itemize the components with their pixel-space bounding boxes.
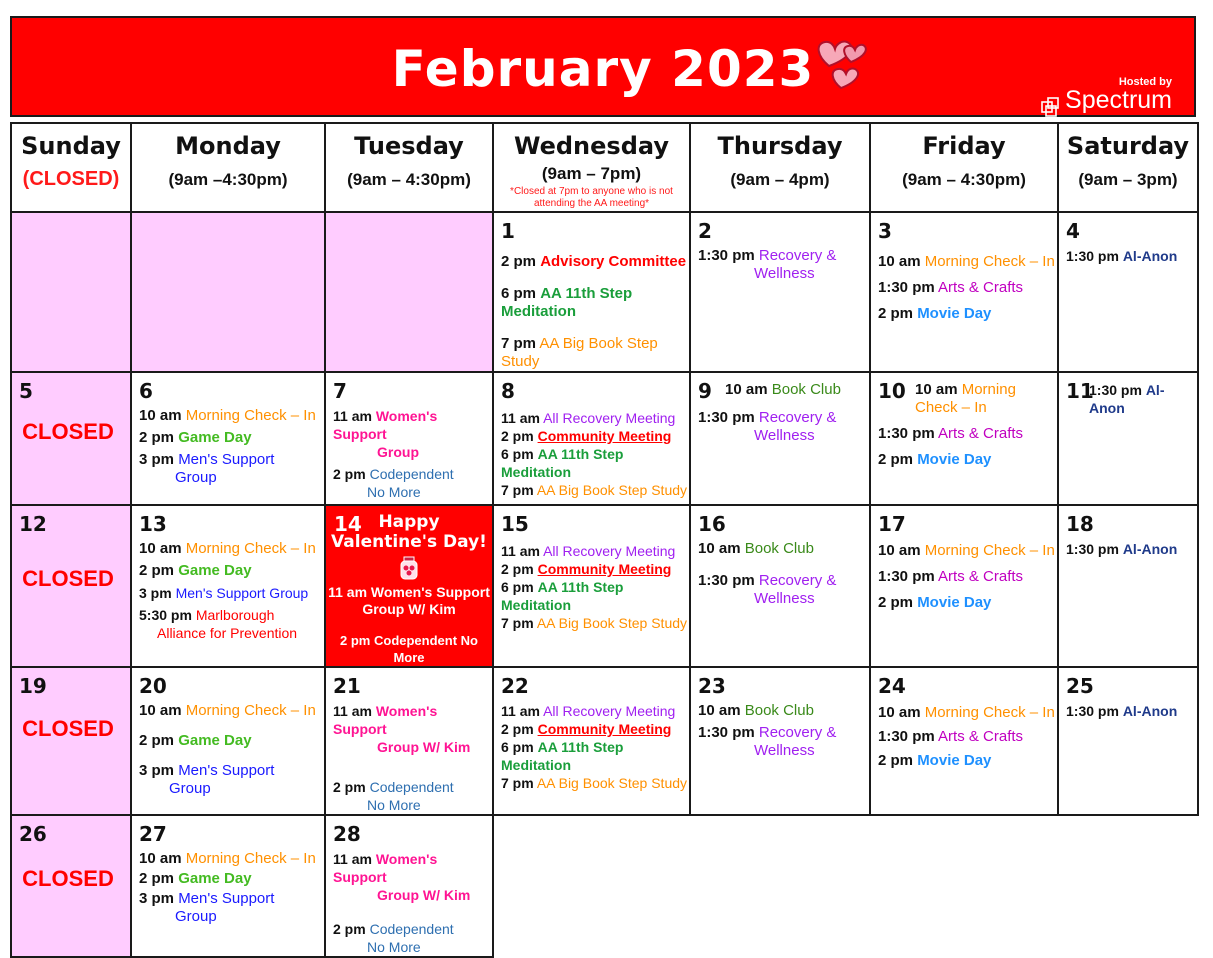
day-cell [1058,372,1198,505]
day-cell [11,667,131,815]
event: 2 pm Community Meeting [501,721,672,737]
event: 2 pm Game Day [139,429,252,446]
day-cell [493,372,690,505]
event: 2 pm Movie Day [878,594,992,611]
day-hours: (9am – 4:30pm) [902,170,1026,189]
event: 2 pm Codependent No More [333,779,454,813]
heart-icon [807,36,877,96]
day-cell [690,372,870,505]
holiday-heading: Happy [378,512,440,532]
event: 10 am Morning Check – In [139,850,316,867]
day-cell [325,372,493,505]
day-cell [493,505,690,667]
week-row [11,372,1198,505]
event: 10 am Morning Check – In [139,540,316,557]
event: 6 pm AA 11th Step Meditation [501,739,624,773]
day-number: 27 [139,822,167,846]
day-cell [11,505,131,667]
day-number: 21 [333,674,361,698]
day-number: 9 [698,379,712,403]
event: 5:30 pm Marlborough Alliance for Prevention [139,607,298,641]
day-hours: (9am – 4:30pm) [347,170,471,189]
event: 1:30 pm Recovery & Wellness [698,247,837,282]
host-name: Spectrum [1065,86,1172,114]
header-friday [870,123,1058,212]
event: 10 am Morning Check – In [139,702,316,719]
day-cell [870,667,1058,815]
event: 2 pm Community Meeting [501,561,672,577]
day-number: 24 [878,674,906,698]
event: 1:30 pm Recovery & Wellness [698,572,837,607]
event: 2 pm Codependent No More [333,921,454,955]
event: 3 pm Men's Support Group [139,585,309,601]
candy-jar-icon [398,556,420,580]
day-cell [1058,667,1198,815]
day-number: 19 [19,674,47,698]
day-cell [11,815,131,957]
event: 2 pm Movie Day [878,752,992,769]
event: 2 pm Codependent No More [333,466,454,500]
event: 2 pm Movie Day [878,305,992,322]
event: 10 am Book Club [698,702,814,719]
header-sunday [11,123,131,212]
event: 1:30 pm Recovery & Wellness [698,724,837,759]
weekday-header-row [11,123,1198,212]
day-number: 10 [878,379,906,403]
day-cell [870,505,1058,667]
event: 2 pm Game Day [139,732,252,749]
day-number: 8 [501,379,515,403]
day-cell [870,212,1058,372]
day-cell [690,667,870,815]
event: 11 am All Recovery Meeting [501,543,676,559]
header-wednesday [493,123,690,212]
spectrum-logo-icon [1040,96,1062,118]
closing-note: *Closed at 7pm to anyone who is not attending the AA meeting* [510,186,673,209]
day-number: 11 [1066,379,1094,403]
event: 10 am Book Club [698,540,814,557]
day-cell [493,667,690,815]
day-name: Monday [175,132,281,160]
day-cell [131,667,325,815]
event: 2 pm Advisory Committee [501,253,687,270]
closed-label: CLOSED [22,566,114,591]
day-name: Thursday [717,132,843,160]
event: 10 am Morning Check – In [878,542,1055,559]
day-cell-empty [131,212,325,372]
event: 11 am All Recovery Meeting [501,703,676,719]
event: 7 pm AA Big Book Step Study [501,615,688,631]
header-tuesday [325,123,493,212]
day-number: 22 [501,674,529,698]
day-cell [11,372,131,505]
day-number: 3 [878,219,892,243]
empty-cell [1058,815,1198,957]
day-cell [690,212,870,372]
event: 6 pm AA 11th Step Meditation [501,285,633,320]
day-number: 15 [501,512,529,536]
event: 3 pm Men's Support Group [139,762,275,797]
event: 6 pm AA 11th Step Meditation [501,446,624,480]
header-saturday [1058,123,1198,212]
header-thursday [690,123,870,212]
week-row [11,212,1198,372]
week-row [11,815,1198,957]
day-number: 25 [1066,674,1094,698]
day-name: Sunday [21,132,121,160]
event: 11 am All Recovery Meeting [501,410,676,426]
event: 7 pm AA Big Book Step Study [501,482,688,498]
day-hours: (CLOSED) [22,168,120,190]
day-cell [1058,505,1198,667]
event: 3 pm Men's Support Group [139,890,275,925]
event: 2 pm Game Day [139,562,252,579]
day-number: 16 [698,512,726,536]
event: 1:30 pm Arts & Crafts [878,279,1024,296]
event: 1:30 pm Al-Anon [1066,703,1178,719]
week-row [11,505,1198,667]
day-name: Friday [922,132,1006,160]
day-cell [325,667,493,815]
event: 1:30 pm Al-Anon [1066,541,1178,557]
event: 1:30 pm Al-Anon [1089,382,1165,416]
day-number: 20 [139,674,167,698]
event: 11 am Women's Support Group W/ Kim [333,851,471,903]
day-name: Tuesday [354,132,464,160]
day-cell [131,815,325,957]
empty-cell [870,815,1058,957]
event: 2 pm Movie Day [878,451,992,468]
event: 7 pm AA Big Book Step Study [501,335,658,370]
day-number: 23 [698,674,726,698]
day-cell-empty [11,212,131,372]
calendar-banner [10,16,1196,117]
day-name: Wednesday [513,132,669,160]
day-hours: (9am – 7pm) [541,164,642,183]
event: 2 pm Codependent No More [340,633,478,665]
day-cell [131,372,325,505]
event: 2 pm Community Meeting [501,428,672,444]
header-monday [131,123,325,212]
calendar-title: February 2023 [391,40,815,98]
event: 1:30 pm Al-Anon [1066,248,1178,264]
event: 1:30 pm Arts & Crafts [878,728,1024,745]
day-number: 18 [1066,512,1094,536]
valentines-day-cell [325,505,493,667]
event: 6 pm AA 11th Step Meditation [501,579,624,613]
calendar-table [10,122,1199,958]
day-number: 7 [333,379,347,403]
event: 10 am Morning Check – In [878,253,1055,270]
event: 7 pm AA Big Book Step Study [501,775,688,791]
event: 10 am Book Club [725,381,841,398]
event: 1:30 pm Arts & Crafts [878,568,1024,585]
week-row [11,667,1198,815]
day-cell-empty [325,212,493,372]
day-hours: (9am –4:30pm) [168,170,288,189]
event: 10 am Morning Check – In [915,381,1016,416]
day-cell [325,815,493,957]
day-number: 2 [698,219,712,243]
closed-label: CLOSED [22,419,114,444]
day-number: 1 [501,219,515,243]
day-number: 13 [139,512,167,536]
day-number: 6 [139,379,153,403]
day-cell [690,505,870,667]
empty-cell [493,815,690,957]
day-cell [870,372,1058,505]
day-cell [131,505,325,667]
day-number: 14 [334,512,362,536]
day-number: 17 [878,512,906,536]
host-credit [1065,76,1172,112]
event: 10 am Morning Check – In [878,704,1055,721]
event: 1:30 pm Arts & Crafts [878,425,1024,442]
day-cell [493,212,690,372]
day-number: 26 [19,822,47,846]
event: 10 am Morning Check – In [139,407,316,424]
day-number: 5 [19,379,33,403]
day-number: 28 [333,822,361,846]
day-cell [1058,212,1198,372]
hosted-by-label: Hosted by [1118,76,1172,88]
day-hours: (9am – 3pm) [1078,170,1178,189]
day-number: 4 [1066,219,1080,243]
event: 11 am Women's Support Group [333,408,438,460]
day-number: 12 [19,512,47,536]
event: 11 am Women's Support Group W/ Kim [333,703,471,755]
event: 2 pm Game Day [139,870,252,887]
holiday-heading: Valentine's Day! [331,532,487,552]
empty-cell [690,815,870,957]
closed-label: CLOSED [22,866,114,891]
day-hours: (9am – 4pm) [730,170,830,189]
event: 3 pm Men's Support Group [139,451,275,486]
closed-label: CLOSED [22,716,114,741]
day-name: Saturday [1066,132,1190,160]
event: 11 am Women's Support Group W/ Kim [328,584,490,617]
event: 1:30 pm Recovery & Wellness [698,409,837,444]
